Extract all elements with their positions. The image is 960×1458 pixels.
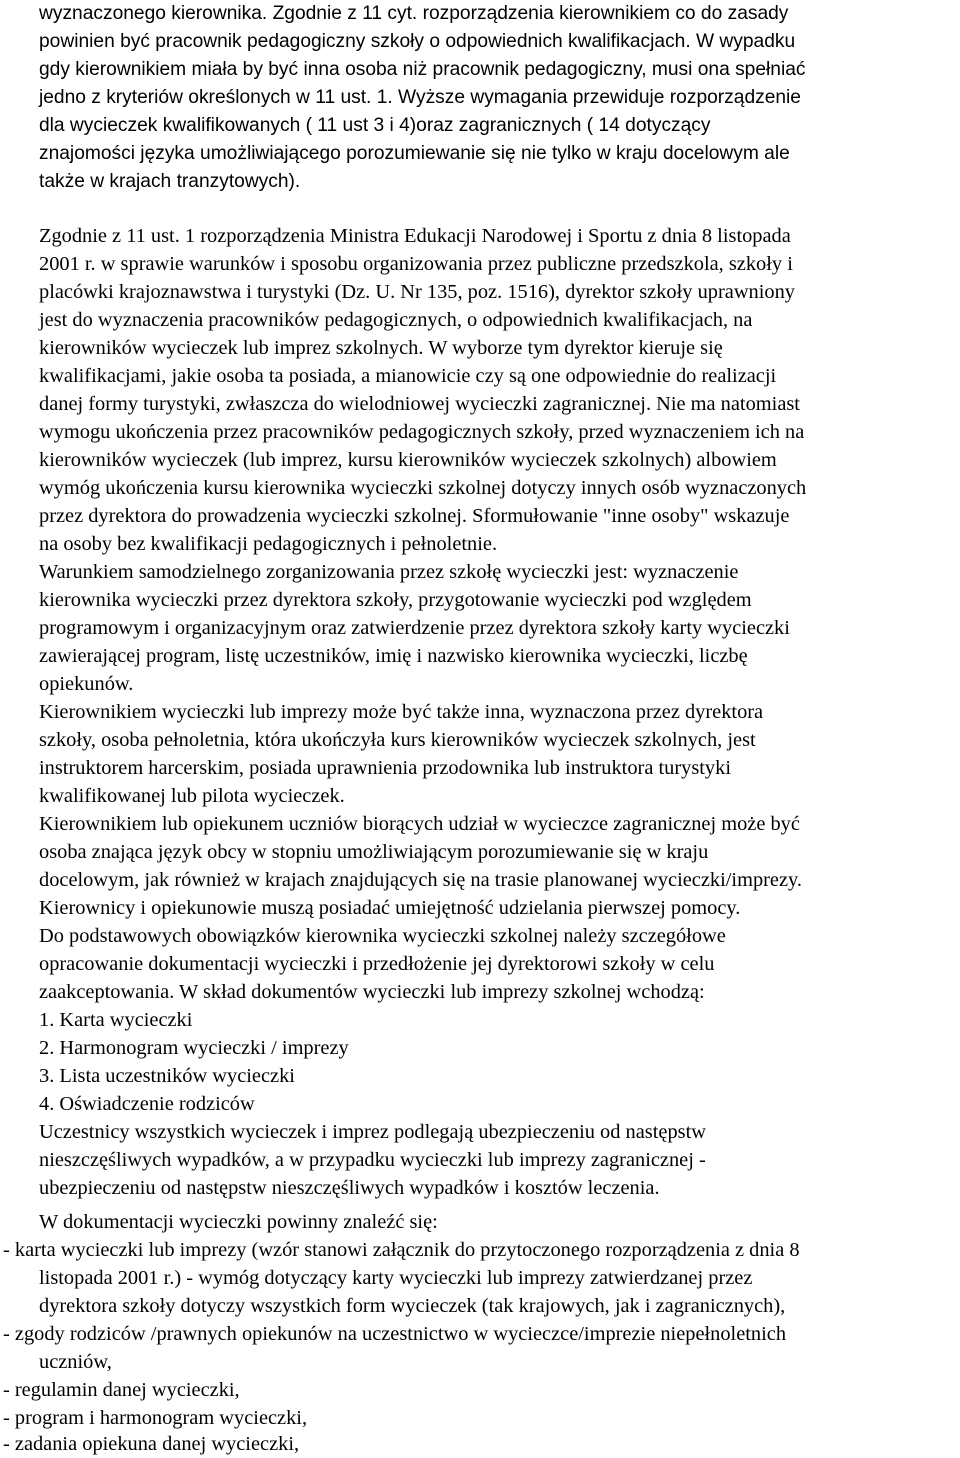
list-item-1: 1. Karta wycieczki (39, 1009, 193, 1031)
dash-item-5: - zadania opiekuna danej wycieczki, (3, 1433, 300, 1455)
dash-item-3: - regulamin danej wycieczki, (3, 1379, 240, 1401)
text-line-24: opiekunów. (39, 673, 134, 695)
text-line-8: Zgodnie z 11 ust. 1 rozporządzenia Ministra Edukacji Narodowej i Sportu z dnia 8 listopada (39, 225, 791, 247)
dash-item-4: - program i harmonogram wycieczki, (3, 1407, 308, 1429)
text-line-31: docelowym, jak również w krajach znajdujących się na trasie planowanej wycieczki/imprezy. (39, 869, 803, 891)
dash-item-1-cont: listopada 2001 r.) - wymóg dotyczący karty wycieczki lub imprezy zatwierdzanej przez (39, 1267, 753, 1289)
text-line-9: 2001 r. w sprawie warunków i sposobu organizowania przez publiczne przedszkola, szkoły i (39, 253, 793, 275)
text-line-12: kierowników wycieczek lub imprez szkolnych. W wyborze tym dyrektor kieruje się (39, 337, 723, 359)
text-line-23: zawierającej program, listę uczestników, imię i nazwisko kierownika wycieczki, liczbę (39, 645, 748, 667)
text-line-3: gdy kierownikiem miała by być inna osoba niż pracownik pedagogiczny, musi ona spełniać (39, 59, 806, 80)
text-line-5: dla wycieczek kwalifikowanych ( 11 ust 3 i 4)oraz zagranicznych ( 14 dotyczący (39, 115, 711, 136)
dash-item-1-cont: dyrektora szkoły dotyczy wszystkich form wycieczek (tak krajowych, jak i zagranicznych), (39, 1295, 786, 1317)
text-line-27: instruktorem harcerskim, posiada uprawnienia przodownika lub instruktora turystyki (39, 757, 731, 779)
list-item-3: 3. Lista uczestników wycieczki (39, 1065, 295, 1087)
text-line-6: znajomości języka umożliwiającego porozumiewanie się nie tylko w kraju docelowym ale (39, 143, 790, 164)
text-line-40: Uczestnicy wszystkich wycieczek i imprez podlegają ubezpieczeniu od następstw (39, 1121, 706, 1143)
text-line-20: Warunkiem samodzielnego zorganizowania przez szkołę wycieczki jest: wyznaczenie (39, 561, 739, 583)
text-line-7: także w krajach tranzytowych). (39, 171, 301, 192)
dash-item-2-cont: uczniów, (39, 1351, 112, 1373)
text-line-11: jest do wyznaczenia pracowników pedagogicznych, o odpowiednich kwalifikacjach, na (39, 309, 753, 331)
text-line-35: zaakceptowania. W skład dokumentów wycieczki lub imprezy szkolnej wchodzą: (39, 981, 705, 1003)
text-line-29: Kierownikiem lub opiekunem uczniów biorących udział w wycieczce zagranicznej może być (39, 813, 800, 835)
text-line-41: nieszczęśliwych wypadków, a w przypadku wycieczki lub imprezy zagranicznej - (39, 1149, 706, 1171)
text-line-1: wyznaczonego kierownika. Zgodnie z 11 cyt. rozporządzenia kierownikiem co do zasady (39, 3, 789, 24)
text-line-17: wymóg ukończenia kursu kierownika wycieczki szkolnej dotyczy innych osób wyznaczonych (39, 477, 807, 499)
text-line-16: kierowników wycieczek (lub imprez, kursu kierowników wycieczek szkolnych) albowiem (39, 449, 777, 471)
text-line-42: ubezpieczeniu od następstw nieszczęśliwych wypadków i kosztów leczenia. (39, 1177, 660, 1199)
text-line-28: kwalifikowanej lub pilota wycieczek. (39, 785, 345, 807)
text-line-21: kierownika wycieczki przez dyrektora szkoły, przygotowanie wycieczki pod względem (39, 589, 752, 611)
text-line-15: wymogu ukończenia przez pracowników pedagogicznych szkoły, przed wyznaczeniem ich na (39, 421, 805, 443)
text-line-33: Do podstawowych obowiązków kierownika wycieczki szkolnej należy szczegółowe (39, 925, 726, 947)
text-line-26: szkoły, osoba pełnoletnia, która ukończyła kurs kierowników wycieczek szkolnych, jest (39, 729, 756, 751)
text-line-18: przez dyrektora do prowadzenia wycieczki szkolnej. Sformułowanie "inne osoby" wskazuje (39, 505, 790, 527)
text-line-22: programowym i organizacyjnym oraz zatwierdzenie przez dyrektora szkoły karty wycieczki (39, 617, 790, 639)
dash-item-1: - karta wycieczki lub imprezy (wzór stanowi załącznik do przytoczonego rozporządzenia z dnia 8 (3, 1239, 800, 1261)
text-line-43: W dokumentacji wycieczki powinny znaleźć się: (39, 1211, 438, 1233)
text-line-25: Kierownikiem wycieczki lub imprezy może być także inna, wyznaczona przez dyrektora (39, 701, 764, 723)
list-item-2: 2. Harmonogram wycieczki / imprezy (39, 1037, 349, 1059)
text-line-19: na osoby bez kwalifikacji pedagogicznych i pełnoletnie. (39, 533, 498, 555)
text-line-14: danej formy turystyki, zwłaszcza do wielodniowej wycieczki zagranicznej. Nie ma natomiast (39, 393, 800, 415)
text-line-10: placówki krajoznawstwa i turystyki (Dz. U. Nr 135, poz. 1516), dyrektor szkoły uprawniony (39, 281, 795, 303)
dash-item-2: - zgody rodziców /prawnych opiekunów na uczestnictwo w wycieczce/imprezie niepełnoletnich (3, 1323, 787, 1345)
text-line-4: jedno z kryteriów określonych w 11 ust. 1. Wyższe wymagania przewiduje rozporządzenie (39, 87, 801, 108)
list-item-4: 4. Oświadczenie rodziców (39, 1093, 255, 1115)
text-line-32: Kierownicy i opiekunowie muszą posiadać umiejętność udzielania pierwszej pomocy. (39, 897, 741, 919)
text-line-30: osoba znająca język obcy w stopniu umożliwiającym porozumiewanie się w kraju (39, 841, 709, 863)
text-line-2: powinien być pracownik pedagogiczny szkoły o odpowiednich kwalifikacjach. W wypadku (39, 31, 796, 52)
text-line-34: opracowanie dokumentacji wycieczki i przedłożenie jej dyrektorowi szkoły w celu (39, 953, 715, 975)
text-line-13: kwalifikacjami, jakie osoba ta posiada, a mianowicie czy są one odpowiednie do realizacji (39, 365, 777, 387)
